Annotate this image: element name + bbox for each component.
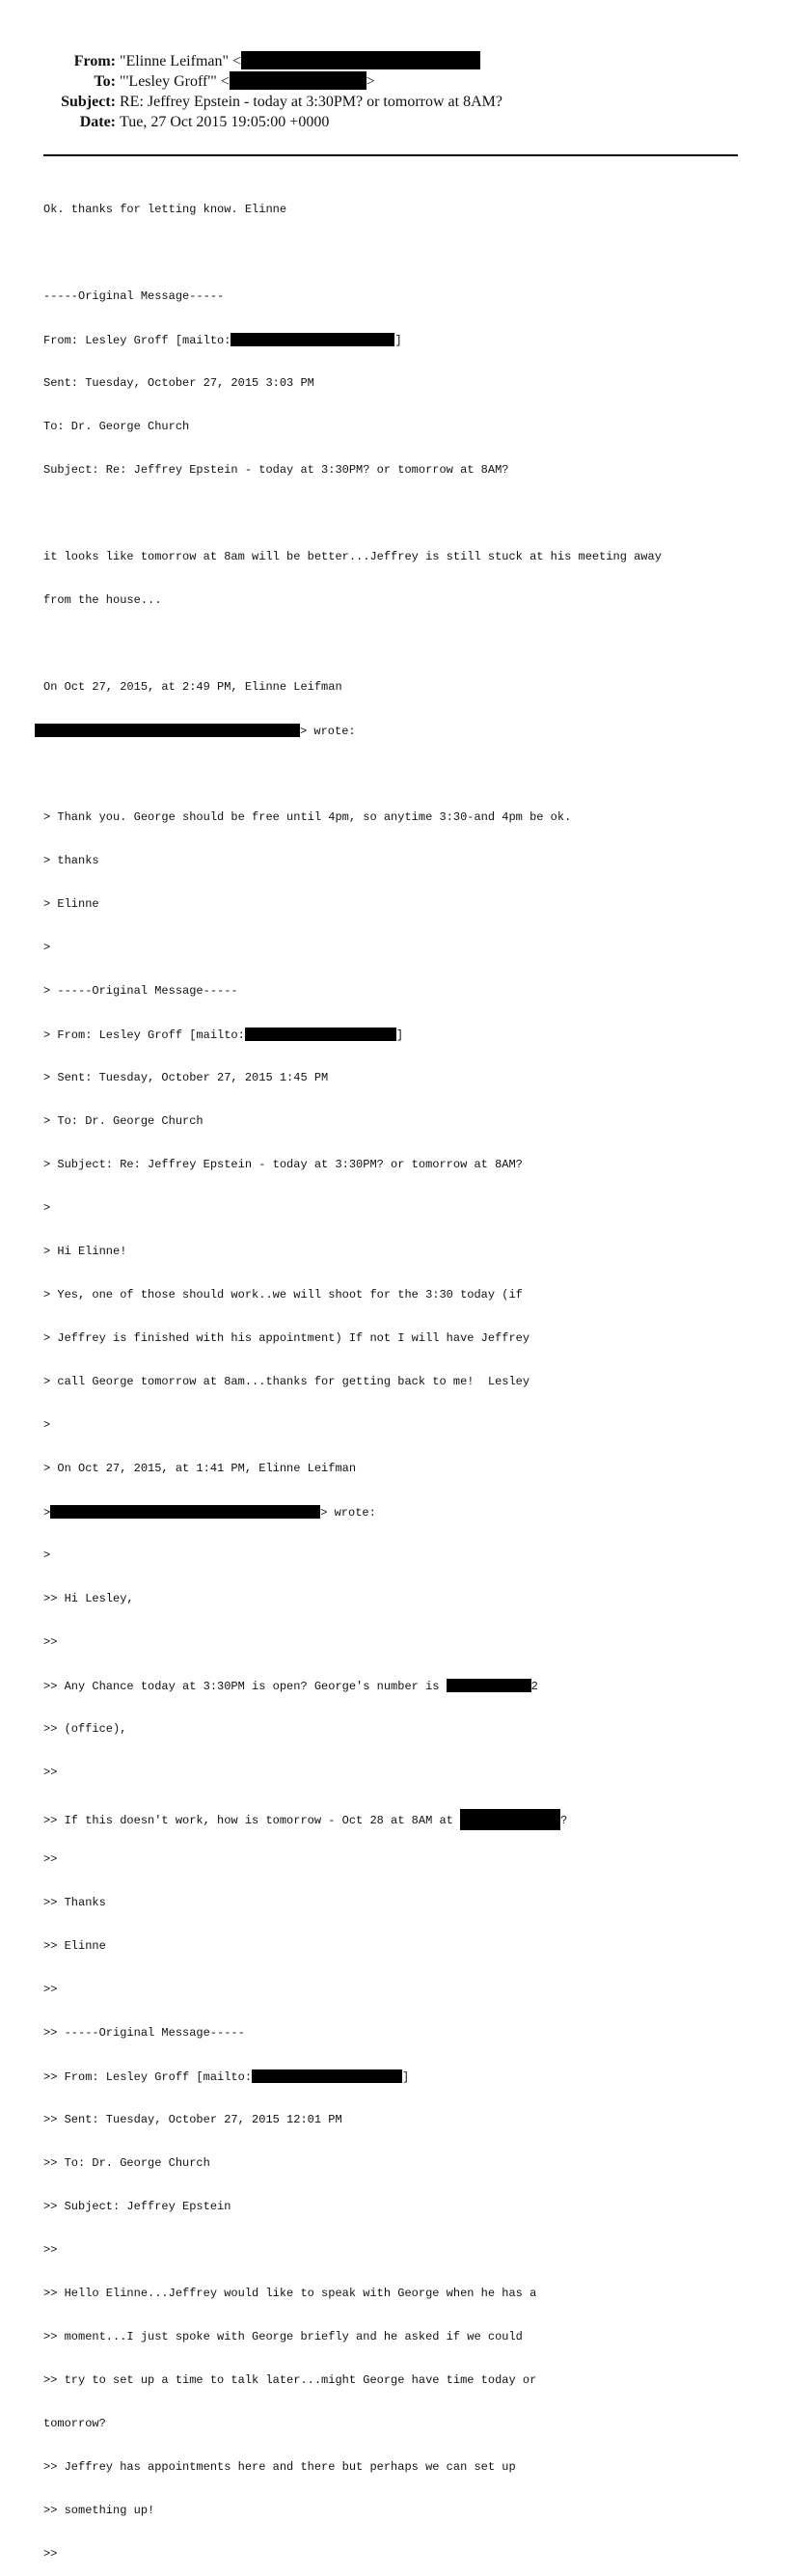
body-line: To: Dr. George Church xyxy=(43,420,190,433)
body-line: >> xyxy=(43,2547,58,2561)
date-row xyxy=(0,112,787,132)
subject-label: Subject: xyxy=(61,94,116,110)
body-line: >> Hello Elinne...Jeffrey would like to speak with George when he has a xyxy=(43,2287,537,2300)
body-line: >> Sent: Tuesday, October 27, 2015 12:01 PM xyxy=(43,2113,342,2126)
body-line: >> Thanks xyxy=(43,1896,106,1909)
redaction-block xyxy=(35,724,300,737)
body-line: From: Lesley Groff [mailto: ] xyxy=(43,334,402,347)
to-value: "'Lesley Groff'" < xyxy=(120,73,230,90)
body-line: >> Hi Lesley, xyxy=(43,1592,134,1605)
body-line: > To: Dr. George Church xyxy=(43,1114,204,1128)
body-line: > Jeffrey is finished with his appointment) If not I will have Jeffrey xyxy=(43,1331,530,1345)
body-line: >> Jeffrey has appointments here and there but perhaps we can set up xyxy=(43,2460,516,2474)
body-line: >> xyxy=(43,1635,58,1649)
header-divider xyxy=(43,154,738,156)
body-line: >> xyxy=(43,2243,58,2257)
from-row xyxy=(0,51,787,71)
body-line: > Yes, one of those should work..we will shoot for the 3:30 today (if xyxy=(43,1288,523,1302)
body-line: >> xyxy=(43,1852,58,1866)
to-row xyxy=(0,71,787,92)
body-line: Subject: Re: Jeffrey Epstein - today at 3:30PM? or tomorrow at 8AM? xyxy=(43,463,509,477)
redaction-block xyxy=(231,333,394,346)
body-line: >> (office), xyxy=(43,1722,127,1736)
redaction-block xyxy=(50,1505,320,1519)
body-line: >> To: Dr. George Church xyxy=(43,2156,210,2170)
email-header xyxy=(0,51,787,132)
body-line: >> Elinne xyxy=(43,1939,106,1953)
body-line: > -----Original Message----- xyxy=(43,984,238,998)
from-value: "Elinne Leifman" < xyxy=(120,53,242,69)
body-line: >> Any Chance today at 3:30PM is open? George's number is 2 xyxy=(43,1680,538,1693)
body-line: > xyxy=(43,1418,51,1432)
body-line: from the house... xyxy=(43,593,162,607)
body-line: >> If this doesn't work, how is tomorrow - Oct 28 at 8AM at ? xyxy=(43,1809,757,1823)
body-line: > call George tomorrow at 8am...thanks for getting back to me! Lesley xyxy=(43,1375,530,1388)
redaction-block xyxy=(252,2069,402,2083)
redaction-block xyxy=(447,1679,531,1692)
subject-row xyxy=(0,92,787,112)
body-line: > On Oct 27, 2015, at 1:41 PM, Elinne Leifman xyxy=(43,1462,357,1475)
body-line: >> moment...I just spoke with George briefly and he asked if we could xyxy=(43,2330,523,2343)
body-line: > xyxy=(43,1548,51,1562)
body-line: >> xyxy=(43,1983,58,1996)
body-line: > Elinne xyxy=(43,897,99,911)
date-value: Tue, 27 Oct 2015 19:05:00 +0000 xyxy=(120,114,330,130)
date-label: Date: xyxy=(79,114,116,130)
body-line: > xyxy=(43,1201,51,1215)
body-line: >> xyxy=(43,1766,58,1779)
body-line: it looks like tomorrow at 8am will be better...Jeffrey is still stuck at his meeting away xyxy=(43,550,662,563)
redaction-block xyxy=(460,1809,560,1830)
body-line: >> something up! xyxy=(43,2504,155,2517)
body-line: On Oct 27, 2015, at 2:49 PM, Elinne Leifman xyxy=(43,680,342,694)
body-line: >> try to set up a time to talk later...might George have time today or xyxy=(43,2373,537,2387)
body-line: > From: Lesley Groff [mailto: ] xyxy=(43,1028,404,1042)
subject-value: RE: Jeffrey Epstein - today at 3:30PM? or tomorrow at 8AM? xyxy=(120,94,502,110)
body-line: > Thank you. George should be free until 4pm, so anytime 3:30-and 4pm be ok. xyxy=(43,810,572,824)
body-line: > thanks xyxy=(43,854,99,867)
body-line: > Hi Elinne! xyxy=(43,1245,127,1258)
body-line: > > wrote: xyxy=(43,1506,376,1520)
to-close: > xyxy=(366,73,375,90)
body-line: > Sent: Tuesday, October 27, 2015 1:45 PM xyxy=(43,1071,329,1084)
body-line: > wrote: xyxy=(35,724,757,738)
body-line: >> Subject: Jeffrey Epstein xyxy=(43,2200,231,2213)
body-line: > xyxy=(43,941,51,954)
body-line: >> From: Lesley Groff [mailto: ] xyxy=(43,2070,410,2084)
body-line: Ok. thanks for letting know. Elinne xyxy=(43,203,287,216)
redaction-block xyxy=(245,1028,396,1041)
body-line: >> -----Original Message----- xyxy=(43,2026,245,2040)
redaction-block xyxy=(230,71,366,90)
body-line: tomorrow? xyxy=(43,2417,106,2430)
body-line: Sent: Tuesday, October 27, 2015 3:03 PM xyxy=(43,376,314,390)
from-label: From: xyxy=(73,53,116,69)
redaction-block xyxy=(241,51,480,69)
to-label: To: xyxy=(94,73,116,90)
body-line: > Subject: Re: Jeffrey Epstein - today at 3:30PM? or tomorrow at 8AM? xyxy=(43,1158,523,1171)
body-line: -----Original Message----- xyxy=(43,289,225,303)
email-body xyxy=(43,174,757,2576)
